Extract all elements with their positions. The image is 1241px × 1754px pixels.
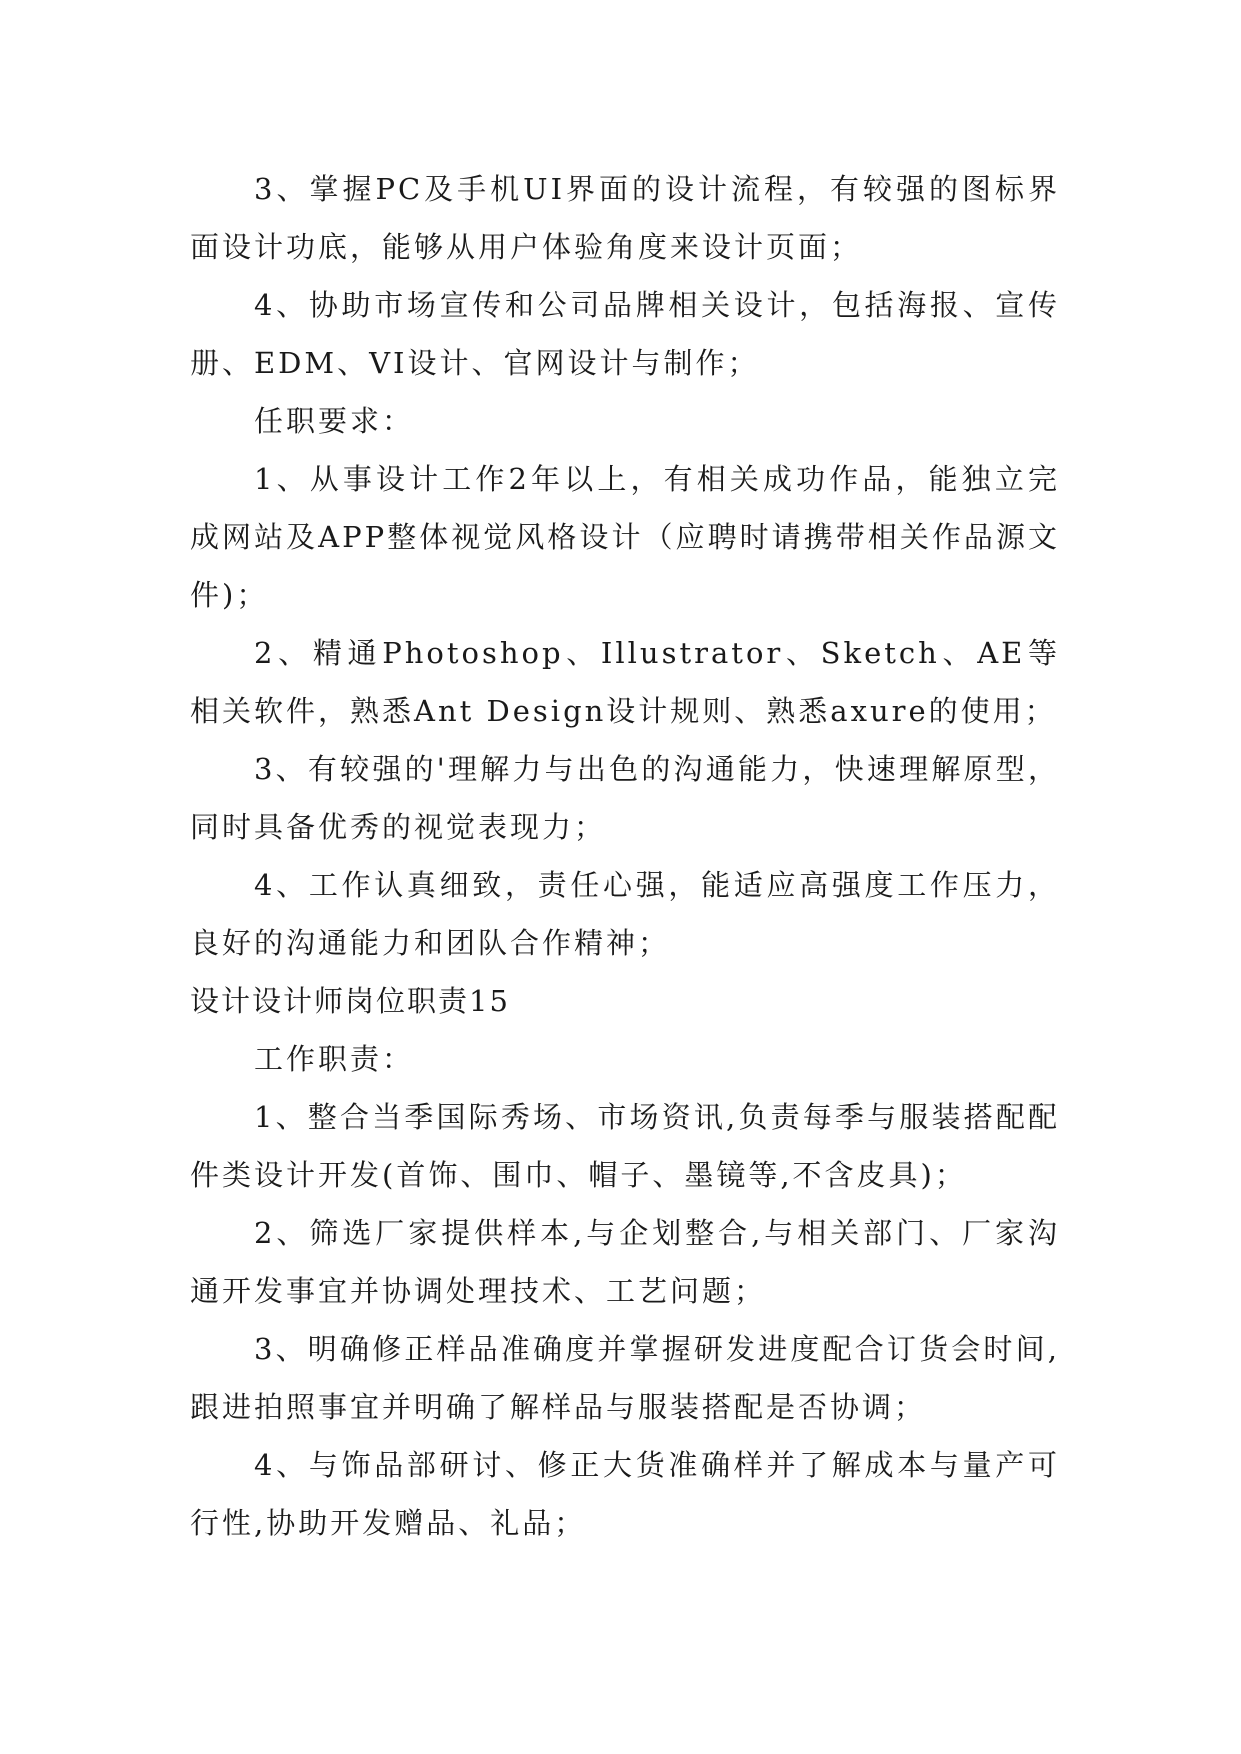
paragraph: 2、筛选厂家提供样本,与企划整合,与相关部门、厂家沟通开发事宜并协调处理技术、工艺问题； <box>190 1216 1060 1308</box>
paragraph: 3、掌握PC及手机UI界面的设计流程，有较强的图标界面设计功底，能够从用户体验角度来设计页面； <box>190 172 1060 264</box>
paragraph: 任职要求： <box>254 404 415 438</box>
section-heading: 设计设计师岗位职责15 <box>190 984 510 1018</box>
paragraph: 4、与饰品部研讨、修正大货准确样并了解成本与量产可行性,协助开发赠品、礼品； <box>190 1448 1060 1540</box>
document-body <box>190 160 1060 1552</box>
paragraph: 4、工作认真细致，责任心强，能适应高强度工作压力，良好的沟通能力和团队合作精神； <box>190 868 1060 960</box>
paragraph: 1、整合当季国际秀场、市场资讯,负责每季与服装搭配配件类设计开发(首饰、围巾、帽子、墨镜等,不含皮具)； <box>190 1100 1060 1192</box>
paragraph: 4、协助市场宣传和公司品牌相关设计，包括海报、宣传册、EDM、VI设计、官网设计与制作； <box>190 288 1060 380</box>
paragraph: 2、精通Photoshop、Illustrator、Sketch、AE等相关软件，熟悉Ant Design设计规则、熟悉axure的使用； <box>190 636 1060 728</box>
paragraph: 1、从事设计工作2年以上，有相关成功作品，能独立完成网站及APP整体视觉风格设计（应聘时请携带相关作品源文件)； <box>190 462 1060 612</box>
paragraph: 3、有较强的'理解力与出色的沟通能力，快速理解原型，同时具备优秀的视觉表现力； <box>190 752 1060 844</box>
paragraph: 3、明确修正样品准确度并掌握研发进度配合订货会时间,跟进拍照事宜并明确了解样品与服装搭配是否协调； <box>190 1332 1060 1424</box>
paragraph: 工作职责： <box>254 1042 415 1076</box>
